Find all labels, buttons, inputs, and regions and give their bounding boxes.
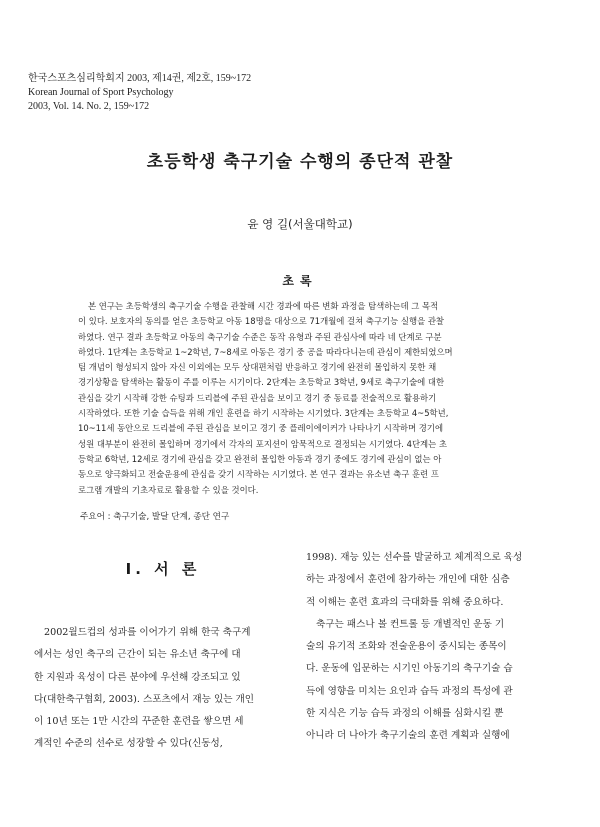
body-line: 하는 과정에서 훈련에 참가하는 개인에 대한 심층 bbox=[306, 574, 510, 586]
body-line: 에서는 성인 축구의 근간이 되는 유소년 축구에 대 bbox=[34, 649, 241, 661]
body-line: 한 지원과 육성이 다른 분야에 우선해 강조되고 있 bbox=[34, 671, 241, 683]
body-line: 2002월드컵의 성과를 이어가기 위해 한국 축구계 bbox=[44, 627, 251, 638]
abstract-line: 경기상황을 탐색하는 활동이 주를 이루는 시기이다. 2단계는 초등학교 3학년, 9세로 축구기술에 대한 bbox=[78, 377, 445, 388]
body-line: 적 이해는 훈련 효과의 극대화를 위해 중요하다. bbox=[306, 596, 504, 608]
body-line: 한 지식은 기능 습득 과정의 이해를 심화시킬 뿐 bbox=[306, 708, 504, 720]
journal-citation-english: Korean Journal of Sport Psychology bbox=[28, 87, 174, 98]
abstract-line: 10~11세 동안으로 드리블에 주된 관심을 보이고 경기 중 플레이에이커가 나타나기 시작하며 경기에 bbox=[78, 423, 444, 434]
body-line: 득에 영향을 미치는 요인과 습득 과정의 특성에 관 bbox=[306, 685, 513, 697]
keywords: 주요어 : 축구기술, 발달 단계, 종단 연구 bbox=[80, 512, 230, 522]
journal-citation-korean: 한국스포츠심리학회지 2003, 제14권, 제2호, 159~172 bbox=[28, 73, 252, 84]
abstract-line: 하였다. 연구 결과 초등학교 아동의 축구기술 수준은 동작 유형과 주된 관심사에 따라 네 단계로 구분 bbox=[78, 331, 442, 342]
section-heading-introduction: Ⅰ. 서 론 bbox=[125, 560, 201, 578]
paper-title: 초등학생 축구기술 수행의 종단적 관찰 bbox=[146, 152, 454, 172]
abstract-line: 등학교 6학년, 12세로 경기에 관심을 갖고 완전히 몰입한 아동과 경기 중에도 경기에 관심이 없는 아 bbox=[78, 453, 442, 464]
journal-citation-volume: 2003, Vol. 14. No. 2, 159~172 bbox=[28, 101, 150, 112]
abstract-line: 로그램 개발의 기초자료로 활용할 수 있을 것이다. bbox=[78, 484, 259, 495]
abstract-line: 관심을 갖기 시작해 강한 슈팅과 드리블에 주된 관심을 보이고 경기 중 동료를 전술적으로 활용하기 bbox=[78, 392, 437, 403]
body-line: 축구는 패스나 볼 컨트롤 등 개별적인 운동 기 bbox=[316, 618, 505, 630]
body-line: 다(대한축구협회, 2003). 스포츠에서 재능 있는 개인 bbox=[34, 693, 255, 705]
abstract-line: 시작하였다. 또한 기술 습득을 위해 개인 훈련을 하기 시작하는 시기였다. 3단계는 초등학교 4~5학년, bbox=[78, 408, 449, 419]
body-line: 이 10년 또는 1만 시간의 꾸준한 훈련을 쌓으면 세 bbox=[34, 716, 244, 728]
body-line: 다. 운동에 입문하는 시기인 아동기의 축구기술 습 bbox=[306, 663, 513, 675]
body-column-right bbox=[306, 547, 562, 748]
author-line: 윤 영 길(서울대학교) bbox=[247, 217, 353, 231]
abstract-body bbox=[78, 299, 524, 498]
abstract-line: 팀 개념이 형성되지 않아 자신 이외에는 모두 상대편처럼 반응하고 경기에 완전히 몰입하지 못한 채 bbox=[78, 362, 437, 373]
abstract-line: 이 있다. 보호자의 동의를 얻은 초등학교 아동 18명을 대상으로 71개월에 걸쳐 축구기능 실행을 관찰 bbox=[78, 316, 445, 327]
abstract-line: 동으로 양극화되고 전술운용에 관심을 갖기 시작하는 시기였다. 본 연구 결과는 유소년 축구 훈련 프 bbox=[78, 469, 439, 480]
body-line: 아니라 더 나아가 축구기술의 훈련 계획과 실행에 bbox=[306, 730, 510, 742]
body-line: 계적인 수준의 선수로 성장할 수 있다(신동성, bbox=[34, 738, 223, 750]
abstract-line: 성원 대부분이 완전히 몰입하며 경기에서 각자의 포지션이 암묵적으로 결정되는 시기였다. 4단계는 초 bbox=[78, 438, 447, 449]
body-line: 술의 유기적 조화와 전술운용이 중시되는 종목이 bbox=[306, 641, 507, 653]
abstract-heading: 초록 bbox=[282, 274, 318, 288]
body-line: 1998). 재능 있는 선수를 발굴하고 체계적으로 육성 bbox=[306, 552, 523, 563]
abstract-line: 하였다. 1단계는 초등학교 1~2학년, 7~8세로 아동은 경기 중 공을 따라다니는데 관심이 제한되었으며 bbox=[78, 346, 453, 357]
body-column-left bbox=[34, 622, 310, 756]
abstract-line: 본 연구는 초등학생의 축구기술 수행을 관찰해 시간 경과에 따른 변화 과정을 탐색하는데 그 목적 bbox=[88, 301, 439, 311]
journal-citation bbox=[28, 72, 251, 114]
